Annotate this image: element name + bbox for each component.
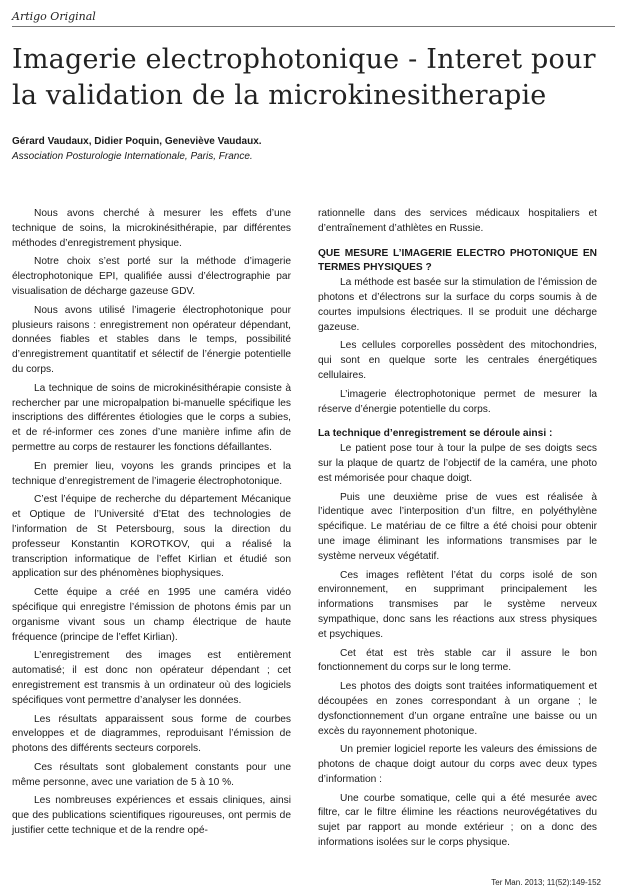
- paragraph: En premier lieu, voyons les grands principes et la technique d’enregistrement de l’imagerie électrophotonique.: [12, 460, 291, 487]
- paragraph: Les nombreuses expériences et essais cliniques, ainsi que des publications scientifiques rigoureuses, ont permis de justifier cette technique et de la rendre opé-: [12, 795, 291, 837]
- paragraph: Nous avons utilisé l’imagerie électrophotonique pour plusieurs raisons : enregistrement non opérateur dépendant, données fiables et stables dans le temps, possibilité d’enregistrement quantitatif et sélectif de l’énergie potentielle du corps.: [12, 304, 291, 375]
- paragraph: Les résultats apparaissent sous forme de courbes enveloppes et de diagrammes, reproduisant l’émission de photons des différents secteurs corporels.: [12, 713, 291, 755]
- paragraph: Cette équipe a créé en 1995 une caméra vidéo spécifique qui enregistre l’émission de photons émis par un organisme vivant sous un champ électrique de haute fréquence (principe de l’effet Kirlian).: [12, 587, 291, 643]
- paragraph: Notre choix s’est porté sur la méthode d’imagerie électrophotonique EPI, qualifiée aussi d’électrographie par visualisation de décharge gazeuse GDV.: [12, 256, 291, 297]
- author-list: Gérard Vaudaux, Didier Poquin, Geneviève Vaudaux.: [12, 136, 262, 147]
- paragraph: Les cellules corporelles possèdent des mitochondries, qui sont en quelque sorte les centrales énergétiques cellulaires.: [318, 340, 597, 381]
- paragraph: Une courbe somatique, celle qui a été mesurée avec filtre, car le filtre élimine les réactions neurovégétatives du sujet par rapport au monde extérieur ; on a donc des informations isolées sur le corps physique.: [318, 792, 597, 849]
- author-affiliation: Association Posturologie Internationale, Paris, France.: [12, 151, 253, 162]
- right-text-column: [318, 207, 597, 855]
- paragraph: Puis une deuxième prise de vues est réalisée à l’identique avec l’interposition d’un filtre, en polyéthylène spécifique. Le matériau de ce filtre a été choisi pour obtenir une image éliminant les informations transmises par le système nerveux végétatif.: [318, 491, 597, 562]
- section-tag: Artigo Original: [12, 10, 96, 23]
- paragraph-continuation: rationnelle dans des services médicaux hospitaliers et d’entraînement d’athlètes en Russie.: [318, 208, 597, 234]
- header-divider: [12, 26, 615, 27]
- paragraph: Nous avons cherché à mesurer les effets d’une technique de soins, la microkinésithérapie, par différentes méthodes d’enregistrement physique.: [12, 208, 291, 249]
- section-heading: QUE MESURE L’IMAGERIE ELECTRO PHOTONIQUE EN TERMES PHYSIQUES ?: [318, 247, 597, 274]
- paragraph: L’enregistrement des images est entièrement automatisé; il est donc non opérateur dépendant ; cet enregistrement est transmis à un ordinateur où des logiciels spécifiques vont permettre d’analyser les données.: [12, 650, 291, 706]
- paragraph: L’imagerie électrophotonique permet de mesurer la réserve d’énergie potentielle du corps.: [318, 388, 597, 415]
- section-heading: La technique d’enregistrement se déroule ainsi :: [318, 428, 553, 440]
- paragraph: Ces résultats sont globalement constants pour une même personne, avec une variation de 5 à 10 %.: [12, 761, 291, 788]
- paragraph: Cet état est très stable car il assure le bon fonctionnement du corps sur le long terme.: [318, 647, 597, 674]
- paragraph: Les photos des doigts sont traitées informatiquement et découpées en zones correspondant à un organe ; le dysfonctionnement d’un organe entraîne une baisse ou un excès du rayonnement photonique.: [318, 681, 597, 737]
- paragraph: Le patient pose tour à tour la pulpe de ses doigts secs sur la plaque de quartz de l’objectif de la caméra, une photo est mémorisée pour chaque doigt.: [318, 443, 597, 484]
- paragraph: La technique de soins de microkinésithérapie consiste à rechercher par une micropalpation bi-manuelle spécifique les inscriptions des différentes étiologies que le corps a subies, et de ré-informer ces zones d’une manière infime afin de permettre au corps de restaurer les fonctions défaillantes.: [12, 382, 291, 453]
- paragraph: C’est l’équipe de recherche du département Mécanique et Optique de l’Université d’Etat des technologies de l’information de St Petersbourg, sous la direction du professeur Konstantin KOROTKOV, qui a réalisé la transcription informatique de l’effet Kirlian et étudié son application sur des phénomènes biophysiques.: [12, 494, 291, 580]
- paragraph: Ces images reflètent l’état du corps isolé de son environnement, en supprimant principalement les informations transmises par le système nerveux sympathique, donc sans les réactions aux stress physiques et psychiques.: [318, 569, 597, 640]
- paragraph: Un premier logiciel reporte les valeurs des émissions de photons de chaque doigt autour du corps avec deux types d’information :: [318, 744, 597, 785]
- left-text-column: [12, 207, 291, 843]
- paragraph: La méthode est basée sur la stimulation de l’émission de photons et d’électrons sur la surface du corps soumis à de courtes impulsions électriques. Il se produit une décharge gazeuse.: [318, 277, 597, 333]
- article-title: Imagerie electrophotonique - Interet pour la validation de la microkinesitherapie: [12, 44, 596, 111]
- journal-citation: Ter Man. 2013; 11(52):149-152: [491, 878, 601, 887]
